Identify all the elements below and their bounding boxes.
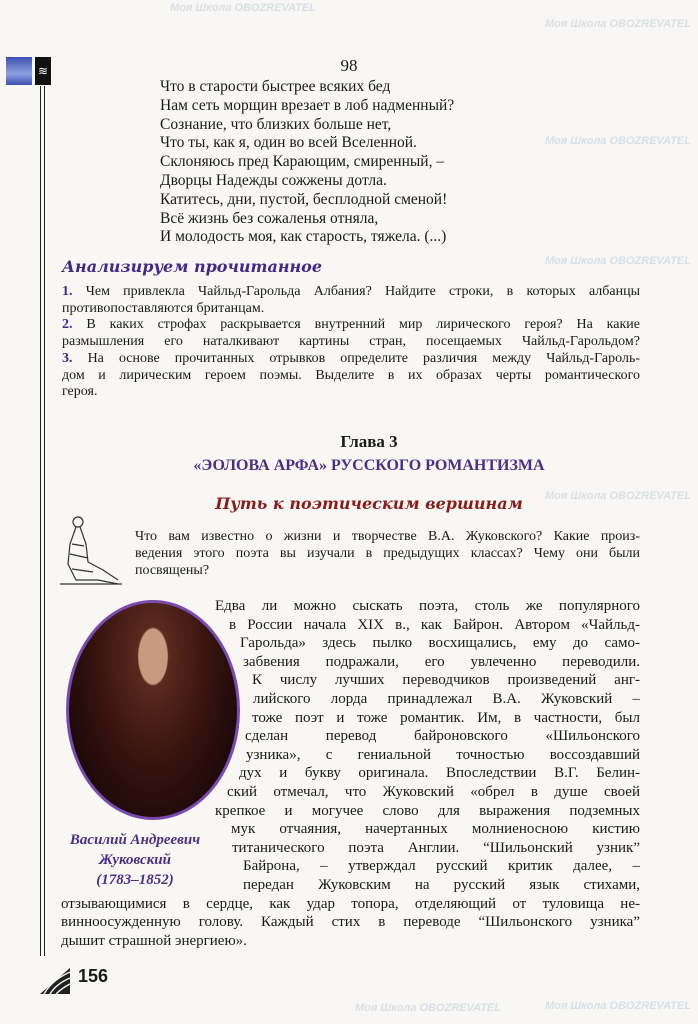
body-line: Гарольда» здесь пылко восхищались, ему до само- [240,635,640,652]
page-number: 156 [78,966,109,986]
body-line: крепкое и могучее слово для выражения подземных [215,802,640,819]
chapter-subtitle: «ЭОЛОВА АРФА» РУССКОГО РОМАНТИЗМА [193,457,545,474]
body-line: тоже поэт и тоже романтик. Им, в частности, был [252,709,640,726]
fan-ornament-icon [38,966,72,996]
body-line: сделан перевод байроновского «Шильонского [245,728,640,745]
body-line: титанического поэта Англии. “Шильонский узник” [232,839,640,856]
body-line: Байрона, – утверждал русский критик далее, – [243,858,640,875]
poem-line: Что ты, как я, один во всей Вселенной. [160,134,417,152]
question-text: На основе прочитанных отрывков определите различия между Чайльд-Гароль- [87,350,640,366]
analysis-heading: Анализируем прочитанное [62,257,323,276]
intro-line: Что вам известно о жизни и творчестве В.А. Жуковского? Какие произ- [135,529,640,544]
poem-line: Нам сеть морщин врезает в лоб надменный? [160,96,455,114]
body-line: Едва ли можно сыскать поэта, столь же популярного [215,598,640,614]
body-line: передан Жуковским на русский язык стихами, [243,876,640,893]
question-1 [62,284,640,301]
question-3 [62,351,640,368]
body-line: узника», с гениальной точностью воссоздавший [246,746,640,763]
watermark: Моя Школа OBOZREVATEL [355,1002,501,1014]
body-line: в России начала XIX в., как Байрон. Автором «Чайльд- [229,616,640,633]
body-line: забвения подражали, его увлеченно переводили. [243,653,640,670]
body-line: отзывающимися в сердце, как удар топора, отделяющий от туловища не- [61,895,640,912]
intro-questions [135,528,640,579]
question-number: 3. [62,350,73,366]
watermark: Моя Школа OBOZREVATEL [545,1000,691,1012]
body-paragraph [0,597,698,950]
caption-years: (1783–1852) [96,872,174,888]
poem-line: Склоняюсь пред Карающим, смиренный, – [160,153,445,171]
watermark: Моя Школа OBOZREVATEL [170,2,316,14]
question-text: В каких строфах раскрывается внутренний мир лирического героя? На какие [86,317,640,333]
body-line: ский отмечал, что Жуковский «обрел в душе своей [227,783,640,800]
watermark: Моя Школа OBOZREVATEL [545,135,691,147]
poem-line: Катитесь, дни, пустой, бесплодной сменой! [160,190,448,208]
question-text: Чем привлекла Чайльд-Гарольда Албания? Найдите строки, в которых албанцы [85,284,640,299]
fan-ornament-icon: ≋ [35,57,51,85]
watermark: Моя Школа OBOZREVATEL [545,490,691,502]
body-line: дух и букву оригинала. Впоследствии В.Г. Белин- [239,765,640,782]
poem-line: И молодость моя, как старость, тяжела. (...) [160,228,447,246]
caption-name: Василий Андреевич [69,832,201,848]
poem-line: Сознание, что близких больше нет, [160,115,392,133]
watermark: Моя Школа OBOZREVATEL [545,255,691,267]
question-3-cont: героя. [62,384,98,400]
body-line: лийского лорда принадлежал В.А. Жуковский – [253,690,640,707]
body-line: К числу лучших переводчиков произведений анг- [252,672,640,689]
body-line: дышит страшной энергиею». [61,932,247,949]
question-1-cont: противопоставляются британцам. [62,300,265,316]
body-line: мук отчаяния, начертанных молниеносною кистию [231,821,640,838]
source-page-number: 98 [340,56,358,75]
chapter-title: Глава 3 [340,432,398,451]
question-3-cont: дом и лирическим героем поэмы. Выделите в их образах черты романтического [62,367,640,383]
poem-line: Дворцы Надежды сожжены дотла. [160,171,387,189]
muse-figure-icon [58,514,124,586]
question-2 [62,317,640,334]
intro-line: ведения этого поэта вы изучали в предыдущих классах? Чему они были [135,546,640,561]
intro-line: посвящены? [135,563,210,578]
caption-surname: Жуковский [99,852,171,868]
question-list [62,284,640,401]
poem-line: Что в старости быстрее всяких бед [160,78,391,95]
body-line: винноосужденную голову. Каждый стих в переводе “Шильонского узника” [61,914,640,931]
question-2-cont: размышления его наталкивают картины стран, посещаемых Чайльд-Гарольдом? [62,334,640,350]
watermark: Моя Школа OBOZREVATEL [545,18,691,30]
question-number: 2. [62,317,73,333]
poem-line: Всё жизнь без сожаленья отняла, [160,209,379,227]
poem-excerpt [160,78,454,247]
section-title: Путь к поэтическим вершинам [215,494,523,513]
question-number: 1. [62,284,73,299]
